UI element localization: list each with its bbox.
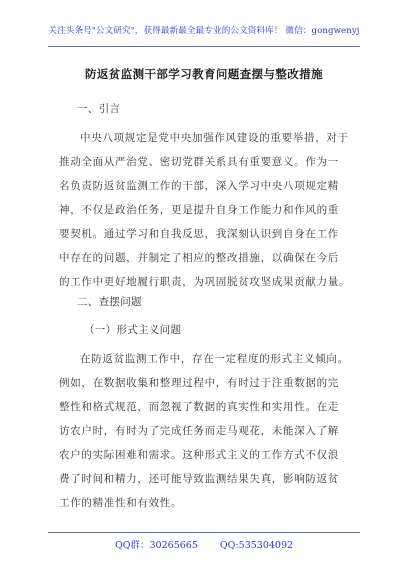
paragraph-line: 农户的实际困难和需求。这种形式主义的工作方式不仅浪: [59, 449, 339, 461]
paragraph-line: 在防返贫监测工作中，存在一定程度的形式主义倾向。: [80, 353, 349, 365]
section-heading-problems: 二、查摆问题: [77, 296, 142, 308]
footer-divider: [48, 532, 360, 533]
header-divider: [48, 46, 360, 47]
footer-qq-group: QQ群：30265665: [114, 540, 198, 551]
introduction-paragraph: [59, 126, 355, 294]
paragraph-line: 费了时间和精力，还可能导致监测结果失真，影响防返贫: [59, 473, 339, 485]
section-heading-introduction: 一、引言: [77, 103, 121, 115]
paragraph-line: 中存在的问题，并制定了相应的整改措施，以确保在今后: [59, 252, 339, 264]
paragraph-line: 的工作中更好地履行职责，为巩固脱贫攻坚成果贡献力量。: [59, 276, 351, 288]
paragraph-line: 推动全面从严治党、密切党群关系具有重要意义。作为一: [59, 156, 339, 168]
paragraph-line: 要契机。通过学习和自我反思，我深刻认识到自身在工作: [59, 228, 339, 240]
header-note: 关注头条号"公文研究"，获得最新最全最专业的公文资料库！ 微信：gongwenyj: [48, 26, 360, 36]
paragraph-line: 工作的精准性和有效性。: [59, 497, 183, 509]
paragraph-line: 中央八项规定是党中央加强作风建设的重要举措，对于: [80, 132, 349, 144]
subsection-heading-formalism: （一）形式主义问题: [84, 324, 182, 336]
paragraph-line: 整性和格式规范，而忽视了数据的真实性和实用性。在走: [59, 401, 339, 413]
paragraph-line: 访农户时，有时为了完成任务而走马观花，未能深入了解: [59, 425, 339, 437]
document-title: 防返贫监测干部学习教育问题查摆与整改措施: [85, 67, 323, 81]
footer: [0, 537, 408, 551]
formalism-paragraph: [59, 347, 355, 515]
paragraph-line: 名负责防返贫监测工作的干部，深入学习中央八项规定精: [59, 180, 339, 192]
paragraph-line: 神，不仅是政治任务，更是提升自身工作能力和作风的重: [59, 204, 339, 216]
paragraph-line: 例如，在数据收集和整理过程中，有时过于注重数据的完: [59, 377, 339, 389]
footer-qq-number: QQ:535304092: [219, 540, 294, 551]
